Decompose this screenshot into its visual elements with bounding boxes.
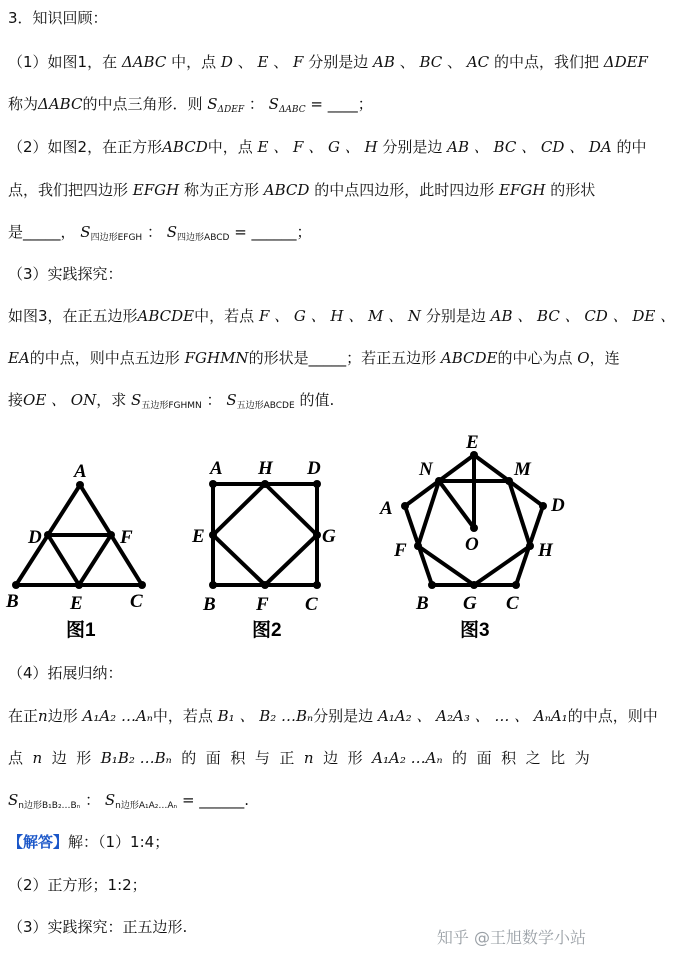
label-m: M	[514, 459, 531, 480]
q2-line2: 点，我们把四边形 EFGH 称为正方形 ABCD 的中点四边形，此时四边形 EFGH 的形状	[8, 181, 596, 199]
triangle-def	[48, 535, 111, 585]
answer-tag: 【解答】	[8, 833, 69, 851]
figure-2	[213, 484, 317, 585]
label-h: H	[538, 540, 553, 561]
figure-1-labels	[5, 461, 143, 614]
point-e	[75, 581, 83, 589]
label-g: G	[463, 593, 477, 614]
q2-line3: 是_____， $S_{四边形EFGH}$ ： $S_{四边形ABCD}$ = ______；	[8, 223, 312, 243]
point-f	[261, 581, 269, 589]
label-a: A	[74, 461, 87, 482]
label-a: A	[380, 498, 393, 519]
square-efgh	[213, 484, 317, 585]
point-d	[44, 531, 52, 539]
point-d	[539, 502, 547, 510]
point-o	[470, 524, 478, 532]
label-f: F	[256, 594, 269, 615]
point-a	[76, 481, 84, 489]
label-e: E	[192, 526, 205, 547]
label-h: H	[258, 458, 273, 479]
label-g: G	[322, 526, 336, 547]
point-e	[209, 531, 217, 539]
caption-fig2: 图2	[252, 620, 282, 641]
watermark: 知乎 @王旭数学小站	[436, 928, 586, 947]
q2-line1: （2）如图2，在正方形ABCD中，点 E 、 F 、 G 、 H 分别是边 AB 、 BC 、 CD 、 DA 的中	[8, 138, 647, 156]
point-h	[526, 542, 534, 550]
q4-line2: 点 n 边 形 B₁B₂ …Bₙ 的 面 积 与 正 n 边 形 A₁A₂ …Aₙ 的 面 积 之 比 为	[8, 749, 590, 767]
answer-1: 【解答】解：（1）1:4；	[8, 833, 170, 851]
label-d: D	[307, 458, 321, 479]
point-h	[261, 480, 269, 488]
point-n	[435, 477, 443, 485]
caption-fig3: 图3	[460, 620, 490, 641]
label-d: D	[551, 495, 565, 516]
label-a: A	[210, 458, 223, 479]
point-g	[470, 581, 478, 589]
q3-title: （3）实践探究：	[8, 265, 123, 283]
point-b	[12, 581, 20, 589]
point-a	[401, 502, 409, 510]
figures-diagram	[0, 425, 600, 645]
point-c	[313, 581, 321, 589]
square-abcd	[213, 484, 317, 585]
q1-line1: （1）如图1，在 ΔABC 中，点 D 、 E 、 F 分别是边 AB 、 BC 、 AC 的中点，我们把 ΔDEF	[8, 53, 648, 71]
q3-line1: 如图3，在正五边形ABCDE中，若点 F 、 G 、 H 、 M 、 N 分别是边 AB 、 BC 、 CD 、 DE 、	[8, 307, 675, 325]
caption-fig1: 图1	[66, 620, 96, 641]
label-c: C	[130, 591, 143, 612]
label-b: B	[203, 594, 216, 615]
label-d: D	[28, 527, 42, 548]
label-b: B	[416, 593, 429, 614]
answer-3: （3）实践探究：正五边形.	[8, 918, 188, 936]
label-f: F	[120, 527, 133, 548]
point-f	[107, 531, 115, 539]
label-n: N	[419, 459, 433, 480]
point-f	[414, 542, 422, 550]
point-c	[138, 581, 146, 589]
point-d	[313, 480, 321, 488]
q1-line2: 称为ΔABC的中点三角形．则 $S_{\Delta DEF}$ ： $S_{\Delta ABC}$ = ____；	[8, 95, 373, 115]
label-c: C	[506, 593, 519, 614]
q4-title: （4）拓展归纳：	[8, 664, 123, 682]
point-a	[209, 480, 217, 488]
point-b	[209, 581, 217, 589]
point-m	[505, 477, 513, 485]
q3-line2: EA的中点，则中点五边形 FGHMN的形状是_____；若正五边形 ABCDE的中心为点 O，连	[8, 349, 620, 367]
point-c	[512, 581, 520, 589]
q4-line3: $S_{n边形B_1B_2\dots B_n}$ ： $S_{n边形A_1A_2\dots A_n}$ = ______.	[8, 791, 250, 811]
q3-line3: 接OE 、 ON，求 $S_{五边形FGHMN}$ ： $S_{五边形ABCDE}$ 的值.	[8, 391, 335, 411]
q4-line1: 在正n边形 A₁A₂ …Aₙ中，若点 B₁ 、 B₂ …Bₙ分别是边 A₁A₂ 、 A₂A₃ 、 … 、 AₙA₁的中点，则中	[8, 707, 658, 725]
label-f: F	[394, 540, 407, 561]
label-e: E	[70, 593, 83, 614]
point-g	[313, 531, 321, 539]
label-c: C	[305, 594, 318, 615]
answer-2: （2）正方形；1:2；	[8, 876, 147, 894]
segment-on	[439, 481, 474, 528]
label-e: E	[466, 432, 479, 453]
section-title: 3．知识回顾：	[8, 9, 108, 27]
label-o: O	[465, 534, 479, 555]
point-b	[428, 581, 436, 589]
label-b: B	[6, 591, 19, 612]
figure-2-points	[209, 480, 321, 589]
